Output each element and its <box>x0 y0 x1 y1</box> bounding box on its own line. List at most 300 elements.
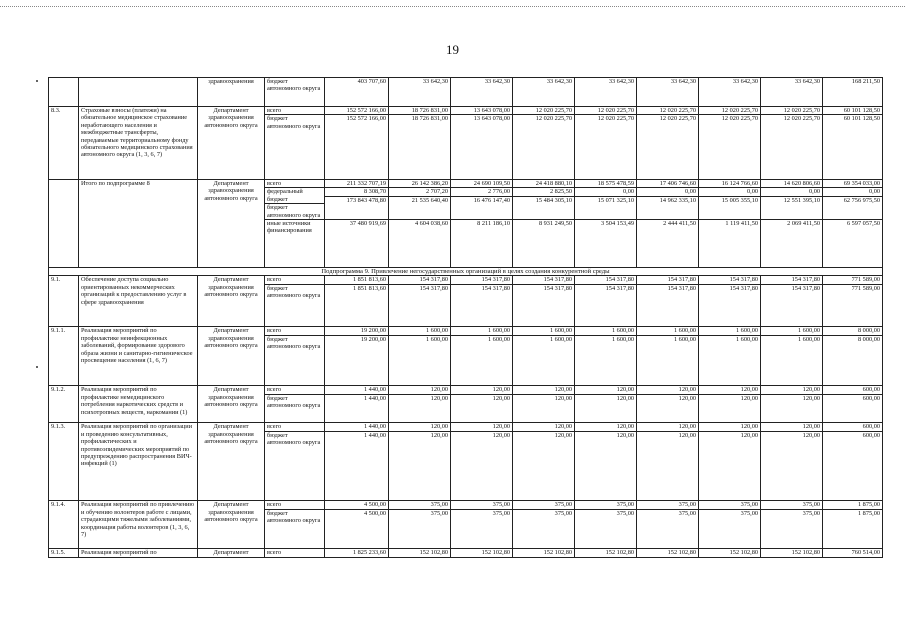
amount-value: 154 317,80 <box>729 276 758 284</box>
amount-cell <box>637 180 699 268</box>
amount-cell <box>637 327 699 386</box>
table-row <box>49 327 883 386</box>
amount-value: 1 440,00 <box>325 431 388 454</box>
amount-value: 0,00 <box>761 187 822 195</box>
row-funding-sources <box>265 549 325 558</box>
amount-value: 120,00 <box>575 431 636 454</box>
amount-value: 154 317,80 <box>637 284 698 307</box>
amount-cell <box>451 78 513 107</box>
amount-value: 2 825,50 <box>513 187 574 195</box>
amount-value: 13 643 078,00 <box>473 107 510 114</box>
amount-value: 120,00 <box>761 431 822 454</box>
amount-value: 120,00 <box>637 431 698 454</box>
amount-value: 120,00 <box>430 386 448 394</box>
row-code: 9.1.1. <box>49 327 79 386</box>
amount-value: 1 600,00 <box>735 327 758 335</box>
amount-value: 375,00 <box>637 509 698 532</box>
funding-source: всего <box>267 423 282 431</box>
amount-value: 375,00 <box>389 509 450 532</box>
amount-value: 154 317,80 <box>575 284 636 307</box>
amount-value: 15 071 325,10 <box>575 196 636 219</box>
amount-value: 24 418 880,10 <box>535 180 572 187</box>
amount-value: 154 317,80 <box>543 276 572 284</box>
row-funding-sources <box>265 501 325 549</box>
amount-cell <box>513 78 575 107</box>
amount-value: 154 317,80 <box>419 276 448 284</box>
amount-value: 8 308,70 <box>325 187 388 195</box>
amount-cell <box>451 423 513 501</box>
amount-cell <box>325 276 389 327</box>
amount-cell <box>325 327 389 386</box>
amount-value: 600,00 <box>823 431 882 454</box>
row-executor: Департамент здравоохранения автономного округа <box>198 386 265 423</box>
amount-cell <box>325 423 389 501</box>
amount-cell <box>389 276 451 327</box>
amount-value: 152 102,80 <box>667 549 696 557</box>
margin-dot <box>36 366 38 368</box>
amount-value: 120,00 <box>451 394 512 417</box>
amount-value: 2 069 411,50 <box>761 219 822 250</box>
amount-value: 120,00 <box>802 423 820 431</box>
amount-value: 120,00 <box>430 423 448 431</box>
amount-value: 154 317,80 <box>451 284 512 307</box>
row-funding-sources <box>265 180 325 268</box>
amount-cell <box>513 276 575 327</box>
table-row <box>49 386 883 423</box>
amount-value: 600,00 <box>862 423 880 431</box>
amount-value: 1 600,00 <box>575 335 636 358</box>
amount-value: 375,00 <box>678 501 696 509</box>
amount-value: 375,00 <box>451 509 512 532</box>
amount-value: 12 020 225,70 <box>699 114 760 137</box>
page-number: 19 <box>446 42 459 57</box>
amount-cell <box>513 549 575 558</box>
amount-cell <box>637 276 699 327</box>
amount-value: 375,00 <box>740 501 758 509</box>
amount-cell <box>699 549 761 558</box>
amount-value: 375,00 <box>802 501 820 509</box>
row-name: Реализация мероприятий по <box>79 549 198 558</box>
amount-cell <box>513 386 575 423</box>
amount-cell <box>575 501 637 549</box>
funding-source: бюджет автономного округа <box>265 335 324 351</box>
amount-value: 33 642,30 <box>546 78 572 85</box>
row-code: 9.1.5. <box>49 549 79 558</box>
amount-cell <box>513 180 575 268</box>
row-executor: Департамент здравоохранения автономного округа <box>198 180 265 268</box>
funding-source: всего <box>267 180 282 187</box>
amount-value: 154 317,80 <box>791 276 820 284</box>
amount-cell <box>823 549 883 558</box>
amount-value: 152 102,80 <box>605 549 634 557</box>
amount-value: 771 589,00 <box>851 276 880 284</box>
amount-cell <box>451 180 513 268</box>
amount-value: 16 124 766,60 <box>721 180 758 187</box>
funding-source: иные источники финансирования <box>265 219 324 235</box>
amount-cell <box>699 180 761 268</box>
row-name: Обеспечение доступа социально ориентированных некоммерческих организаций к предоставлению услуг в сфере здравоохранения <box>79 276 198 327</box>
amount-cell <box>761 78 823 107</box>
row-name: Страховые взносы (платежи) на обязательное медицинское страхование неработающего населения и межбюджетные трансферты, передаваемые территориальному фонду обязательного медицинского страхования автономного округа (1, 3, 6, 7) <box>79 107 198 180</box>
amount-value: 1 851 813,60 <box>352 276 386 284</box>
amount-value: 120,00 <box>637 394 698 417</box>
amount-value: 12 020 225,70 <box>535 107 572 114</box>
budget-table <box>48 77 883 558</box>
funding-source: всего <box>267 501 282 509</box>
amount-value: 12 020 225,70 <box>637 114 698 137</box>
amount-cell <box>451 276 513 327</box>
amount-value: 37 480 919,69 <box>325 219 388 250</box>
row-code: 8.3. <box>49 107 79 180</box>
amount-value: 152 102,80 <box>419 549 448 557</box>
funding-source: бюджет автономного округа <box>267 78 321 93</box>
row-code <box>49 78 79 107</box>
row-funding-sources <box>265 386 325 423</box>
row-funding-sources <box>265 276 325 327</box>
row-name: Реализация мероприятий по привлечению и обучению волонтеров работе с лицами, страдающими тяжелыми заболеваниями, координация работы волонтеров (1, 3, 6, 7) <box>79 501 198 549</box>
row-executor: Департамент здравоохранения автономного округа <box>198 276 265 327</box>
amount-cell <box>575 423 637 501</box>
amount-value: 3 504 153,49 <box>575 219 636 250</box>
row-executor: Департамент здравоохранения автономного округа <box>198 327 265 386</box>
amount-value: 1 600,00 <box>487 327 510 335</box>
amount-value: 15 005 355,10 <box>699 196 760 219</box>
row-name: Реализация мероприятий по профилактике неинфекционных заболеваний, формирование здорового образа жизни и санитарно-гигиеническое просвещение населения (1, 6, 7) <box>79 327 198 386</box>
amount-cell <box>761 276 823 327</box>
row-executor: здравоохранения <box>198 78 265 107</box>
amount-value: 154 317,80 <box>667 276 696 284</box>
row-executor: Департамент <box>198 549 265 558</box>
row-funding-sources <box>265 107 325 180</box>
amount-value: 16 476 147,40 <box>451 196 512 219</box>
amount-value: 375,00 <box>575 509 636 532</box>
funding-source: бюджет автономного округа <box>265 114 324 130</box>
amount-value: 0,00 <box>575 187 636 195</box>
row-name: Итого по подпрограмме 8 <box>79 180 198 268</box>
amount-cell <box>451 501 513 549</box>
row-code: 9.1.3. <box>49 423 79 501</box>
amount-value: 154 317,80 <box>513 284 574 307</box>
amount-value: 12 020 225,70 <box>783 107 820 114</box>
amount-value: 154 317,80 <box>605 276 634 284</box>
amount-value: 1 600,00 <box>451 335 512 358</box>
amount-value: 12 020 225,70 <box>597 107 634 114</box>
amount-cell <box>325 107 389 180</box>
amount-value: 1 600,00 <box>797 327 820 335</box>
amount-value: 1 600,00 <box>611 327 634 335</box>
amount-value: 154 317,80 <box>699 284 760 307</box>
amount-value: 12 020 225,70 <box>659 107 696 114</box>
amount-value: 120,00 <box>575 394 636 417</box>
funding-source: бюджет автономного округа <box>265 203 324 219</box>
amount-value: 120,00 <box>492 386 510 394</box>
amount-cell <box>823 501 883 549</box>
amount-value: 33 642,30 <box>732 78 758 85</box>
amount-value: 120,00 <box>554 386 572 394</box>
funding-source: бюджет автономного округа <box>265 284 324 300</box>
amount-value: 375,00 <box>492 501 510 509</box>
amount-value: 6 597 057,50 <box>823 219 882 250</box>
amount-value: 1 440,00 <box>363 386 386 394</box>
amount-value: 403 707,60 <box>357 78 386 85</box>
amount-value: 1 825 233,60 <box>352 549 386 557</box>
amount-cell <box>823 327 883 386</box>
amount-value: 1 600,00 <box>673 327 696 335</box>
amount-value: 375,00 <box>513 509 574 532</box>
amount-value: 120,00 <box>740 423 758 431</box>
amount-value: 120,00 <box>740 386 758 394</box>
amount-value: 8 000,00 <box>857 327 880 335</box>
amount-value: 120,00 <box>513 431 574 454</box>
subprogram-title: Подпрограмма 9. Привлечение негосударственных организаций в целях создания конкурентной среды <box>49 268 883 276</box>
row-code: 9.1.2. <box>49 386 79 423</box>
amount-value: 12 020 225,70 <box>721 107 758 114</box>
row-executor: Департамент здравоохранения автономного округа <box>198 107 265 180</box>
amount-value: 4 500,00 <box>363 501 386 509</box>
amount-cell <box>389 327 451 386</box>
amount-cell <box>761 423 823 501</box>
amount-value: 120,00 <box>699 394 760 417</box>
table-row <box>49 501 883 549</box>
amount-value: 12 020 225,70 <box>761 114 822 137</box>
amount-cell <box>575 78 637 107</box>
amount-value: 13 643 078,00 <box>451 114 512 137</box>
amount-value: 120,00 <box>761 394 822 417</box>
margin-dot <box>36 80 38 82</box>
amount-cell <box>823 423 883 501</box>
amount-cell <box>761 107 823 180</box>
amount-cell <box>451 107 513 180</box>
amount-value: 24 690 109,50 <box>473 180 510 187</box>
amount-cell <box>389 386 451 423</box>
amount-value: 18 575 478,59 <box>597 180 634 187</box>
amount-value: 1 875,00 <box>857 501 880 509</box>
amount-value: 2 707,20 <box>389 187 450 195</box>
amount-cell <box>575 276 637 327</box>
amount-cell <box>513 501 575 549</box>
row-funding-sources <box>265 423 325 501</box>
row-name: Реализация мероприятий по организации и проведению консультативных, профилактических и противоэпидемических мероприятий по предупреждению распространения ВИЧ-инфекций (1) <box>79 423 198 501</box>
amount-value: 33 642,30 <box>670 78 696 85</box>
amount-value: 120,00 <box>678 386 696 394</box>
amount-cell <box>823 78 883 107</box>
amount-cell <box>389 180 451 268</box>
amount-value: 120,00 <box>699 431 760 454</box>
amount-value: 1 440,00 <box>363 423 386 431</box>
row-funding-sources <box>265 327 325 386</box>
amount-value: 771 589,00 <box>823 284 882 307</box>
amount-value: 1 851 813,60 <box>325 284 388 307</box>
amount-value: 1 440,00 <box>325 394 388 417</box>
table-row <box>49 423 883 501</box>
amount-value: 120,00 <box>554 423 572 431</box>
amount-cell <box>451 386 513 423</box>
amount-value: 21 535 640,40 <box>389 196 450 219</box>
amount-cell <box>699 501 761 549</box>
amount-value: 152 572 166,00 <box>325 114 388 137</box>
table-row <box>49 78 883 107</box>
amount-cell <box>761 386 823 423</box>
amount-value: 1 875,00 <box>823 509 882 532</box>
amount-cell <box>575 549 637 558</box>
amount-value: 168 211,50 <box>851 78 880 85</box>
amount-value: 17 406 746,60 <box>659 180 696 187</box>
amount-value: 2 776,00 <box>451 187 512 195</box>
funding-source: всего <box>267 386 282 394</box>
amount-cell <box>325 78 389 107</box>
amount-value: 173 843 478,80 <box>325 196 388 219</box>
amount-cell <box>761 180 823 268</box>
amount-cell <box>513 327 575 386</box>
amount-cell <box>699 423 761 501</box>
row-executor: Департамент здравоохранения автономного округа <box>198 423 265 501</box>
amount-value: 33 642,30 <box>422 78 448 85</box>
amount-value: 600,00 <box>823 394 882 417</box>
funding-source: всего <box>267 327 282 335</box>
amount-value: 152 102,80 <box>791 549 820 557</box>
amount-value: 15 484 305,10 <box>513 196 574 219</box>
amount-value: 154 317,80 <box>481 276 510 284</box>
amount-cell <box>389 501 451 549</box>
amount-value: 375,00 <box>699 509 760 532</box>
amount-cell <box>823 107 883 180</box>
funding-source: федеральный бюджет <box>265 187 324 203</box>
amount-value: 18 726 831,00 <box>389 114 450 137</box>
amount-value: 8 000,00 <box>823 335 882 358</box>
amount-value: 211 332 707,19 <box>346 180 386 187</box>
amount-cell <box>761 501 823 549</box>
amount-cell <box>637 107 699 180</box>
amount-cell <box>325 501 389 549</box>
row-name: Реализация мероприятий по профилактике немедицинского потребления наркотических средств и психотропных веществ, наркомании (1) <box>79 386 198 423</box>
funding-source: всего <box>267 107 282 114</box>
amount-value: 120,00 <box>678 423 696 431</box>
amount-value: 375,00 <box>761 509 822 532</box>
amount-value: 120,00 <box>492 423 510 431</box>
amount-cell <box>637 386 699 423</box>
amount-value: 0,00 <box>637 187 698 195</box>
amount-cell <box>637 501 699 549</box>
row-funding-sources <box>265 78 325 107</box>
amount-value: 62 756 975,50 <box>823 196 882 219</box>
amount-cell <box>325 549 389 558</box>
amount-value: 120,00 <box>802 386 820 394</box>
amount-value: 19 200,00 <box>360 327 386 335</box>
amount-value: 120,00 <box>616 423 634 431</box>
amount-cell <box>637 549 699 558</box>
amount-cell <box>513 423 575 501</box>
amount-value: 33 642,30 <box>484 78 510 85</box>
amount-value: 120,00 <box>389 431 450 454</box>
amount-cell <box>761 327 823 386</box>
amount-cell <box>699 327 761 386</box>
amount-value: 4 604 038,60 <box>389 219 450 250</box>
amount-value: 120,00 <box>389 394 450 417</box>
amount-value: 1 600,00 <box>389 335 450 358</box>
row-code: 9.1. <box>49 276 79 327</box>
amount-cell <box>699 107 761 180</box>
amount-cell <box>699 386 761 423</box>
amount-cell <box>389 549 451 558</box>
amount-value: 8 211 186,10 <box>451 219 512 250</box>
amount-value: 19 200,00 <box>325 335 388 358</box>
amount-value: 154 317,80 <box>389 284 450 307</box>
amount-value: 1 600,00 <box>637 335 698 358</box>
amount-cell <box>823 276 883 327</box>
amount-value: 120,00 <box>513 394 574 417</box>
row-name <box>79 78 198 107</box>
amount-value: 760 514,00 <box>851 549 880 557</box>
amount-cell <box>575 327 637 386</box>
amount-value: 1 600,00 <box>761 335 822 358</box>
amount-cell <box>575 386 637 423</box>
amount-value: 0,00 <box>823 187 882 195</box>
amount-cell <box>637 423 699 501</box>
amount-value: 8 931 249,50 <box>513 219 574 250</box>
amount-value: 1 600,00 <box>549 327 572 335</box>
amount-value: 0,00 <box>699 187 760 195</box>
amount-value: 120,00 <box>451 431 512 454</box>
amount-value: 18 726 831,00 <box>411 107 448 114</box>
amount-value: 152 572 166,00 <box>346 107 386 114</box>
amount-value: 375,00 <box>554 501 572 509</box>
row-code: 9.1.4. <box>49 501 79 549</box>
row-code <box>49 180 79 268</box>
row-executor: Департамент здравоохранения автономного округа <box>198 501 265 549</box>
amount-cell <box>761 549 823 558</box>
amount-value: 33 642,30 <box>794 78 820 85</box>
subprogram-header-row <box>49 268 883 276</box>
amount-cell <box>575 180 637 268</box>
table-row <box>49 549 883 558</box>
amount-cell <box>823 180 883 268</box>
amount-value: 154 317,80 <box>761 284 822 307</box>
amount-value: 120,00 <box>616 386 634 394</box>
amount-cell <box>451 327 513 386</box>
amount-value: 12 020 225,70 <box>513 114 574 137</box>
funding-source: всего <box>267 276 282 284</box>
amount-value: 375,00 <box>616 501 634 509</box>
funding-source: всего <box>267 549 282 557</box>
amount-value: 1 600,00 <box>425 327 448 335</box>
amount-value: 69 354 033,00 <box>843 180 880 187</box>
amount-value: 375,00 <box>430 501 448 509</box>
amount-value: 12 551 395,10 <box>761 196 822 219</box>
amount-value: 26 142 386,20 <box>411 180 448 187</box>
amount-cell <box>823 386 883 423</box>
table-row <box>49 276 883 327</box>
amount-value: 600,00 <box>862 386 880 394</box>
amount-value: 152 102,80 <box>729 549 758 557</box>
amount-value: 14 620 806,60 <box>783 180 820 187</box>
amount-value: 33 642,30 <box>608 78 634 85</box>
amount-cell <box>451 549 513 558</box>
amount-cell <box>325 386 389 423</box>
amount-cell <box>389 78 451 107</box>
amount-value: 12 020 225,70 <box>575 114 636 137</box>
amount-value: 152 102,80 <box>543 549 572 557</box>
amount-value: 4 500,00 <box>325 509 388 532</box>
amount-value: 1 600,00 <box>699 335 760 358</box>
amount-cell <box>637 78 699 107</box>
amount-value: 60 101 128,50 <box>823 114 882 137</box>
amount-value: 60 101 128,50 <box>843 107 880 114</box>
funding-source: бюджет автономного округа <box>265 509 324 525</box>
scan-top-edge <box>0 6 905 8</box>
amount-value: 1 119 411,50 <box>699 219 760 250</box>
amount-cell <box>699 276 761 327</box>
amount-cell <box>575 107 637 180</box>
